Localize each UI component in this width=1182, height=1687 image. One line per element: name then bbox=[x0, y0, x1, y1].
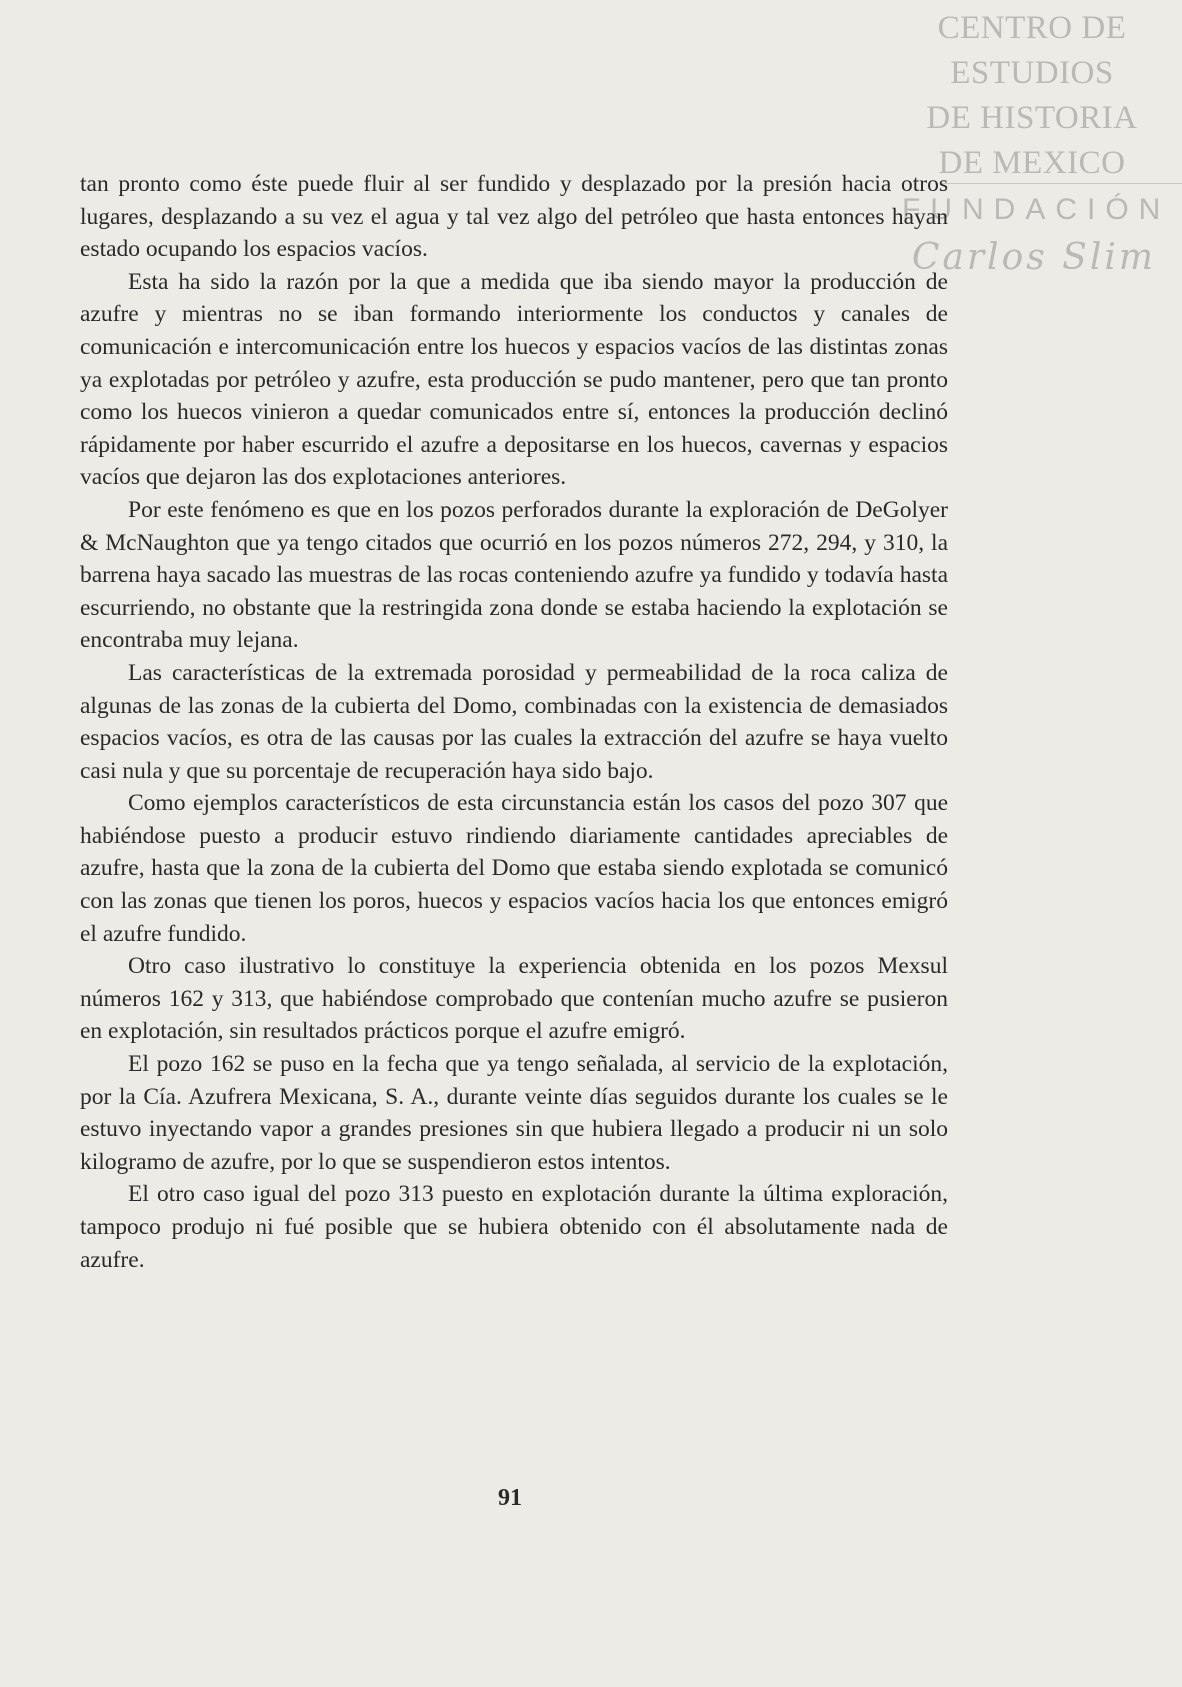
watermark-line: CENTRO DE bbox=[937, 10, 1127, 46]
body-text bbox=[80, 168, 948, 1276]
paragraph: Esta ha sido la razón por la que a medida que iba siendo mayor la producción de azufre y mientras no se iban formando interiormente los conductos y canales de comunicación e intercomunicación entre los huecos y espacios vacíos de las distintas zonas ya explotadas por petróleo y azufre, esta producción se pudo mantener, pero que tan pronto como los huecos vinieron a quedar comunicados entre sí, entonces la producción declinó rápidamente por haber escurrido el azufre a depositarse en los huecos, cavernas y espacios vacíos que dejaron las dos explotaciones anteriores. bbox=[80, 268, 948, 491]
page-number: 91 bbox=[498, 1485, 522, 1511]
watermark-signature: Carlos Slim bbox=[911, 237, 1156, 278]
watermark-line: ESTUDIOS bbox=[950, 55, 1114, 91]
watermark-line: DE HISTORIA bbox=[926, 100, 1138, 136]
paragraph: Por este fenómeno es que en los pozos perforados durante la exploración de DeGolyer & McNaughton que ya tengo citados que ocurrió en los pozos números 272, 294, y 310, la barrena haya sacado las muestras de las rocas conteniendo azufre ya fundido y todavía hasta escurriendo, no obstante que la restringida zona donde se estaba haciendo la explotación se encontraba muy lejana. bbox=[80, 496, 948, 654]
paragraph: El pozo 162 se puso en la fecha que ya tengo señalada, al servicio de la explotación, por la Cía. Azufrera Mexicana, S. A., durante veinte días seguidos durante los cuales se le estuvo inyectando vapor a grandes presiones sin que hubiera llegado a producir ni un solo kilogramo de azufre, por lo que se suspendieron estos intentos. bbox=[80, 1051, 948, 1175]
paragraph: Otro caso ilustrativo lo constituye la experiencia obtenida en los pozos Mexsul números 162 y 313, que habiéndose comprobado que contenían mucho azufre se pusieron en explotación, sin resultados prácticos porque el azufre emigró. bbox=[80, 953, 948, 1045]
watermark-rule bbox=[942, 183, 1182, 184]
paragraph: Como ejemplos característicos de esta circunstancia están los casos del pozo 307 que habiéndose puesto a producir estuvo rindiendo diariamente cantidades apreciables de azufre, hasta que la zona de la cubierta del Domo que estaba siendo explotada se comunicó con las zonas que tienen los poros, huecos y espacios vacíos hacia los que entonces emigró el azufre fundido. bbox=[80, 790, 948, 947]
watermark-line: DE MEXICO bbox=[938, 145, 1126, 181]
paragraph: El otro caso igual del pozo 313 puesto en explotación durante la última exploración, tampoco produjo ni fué posible que se hubiera obtenido con él absolutamente nada de azufre. bbox=[80, 1181, 948, 1273]
paragraph: tan pronto como éste puede fluir al ser fundido y desplazado por la presión hacia otros lugares, desplazando a su vez el agua y tal vez algo del petróleo que hasta entonces hayan estado ocupando los espacios vacíos. bbox=[80, 171, 948, 263]
paragraph: Las características de la extremada porosidad y permeabilidad de la roca caliza de algunas de las zonas de la cubierta del Domo, combinadas con la existencia de demasiados espacios vacíos, es otra de las causas por las cuales la extracción del azufre se haya vuelto casi nula y que su porcentaje de recuperación haya sido bajo. bbox=[80, 659, 948, 784]
watermark-foundation: FUNDACIÓN bbox=[902, 193, 1171, 226]
